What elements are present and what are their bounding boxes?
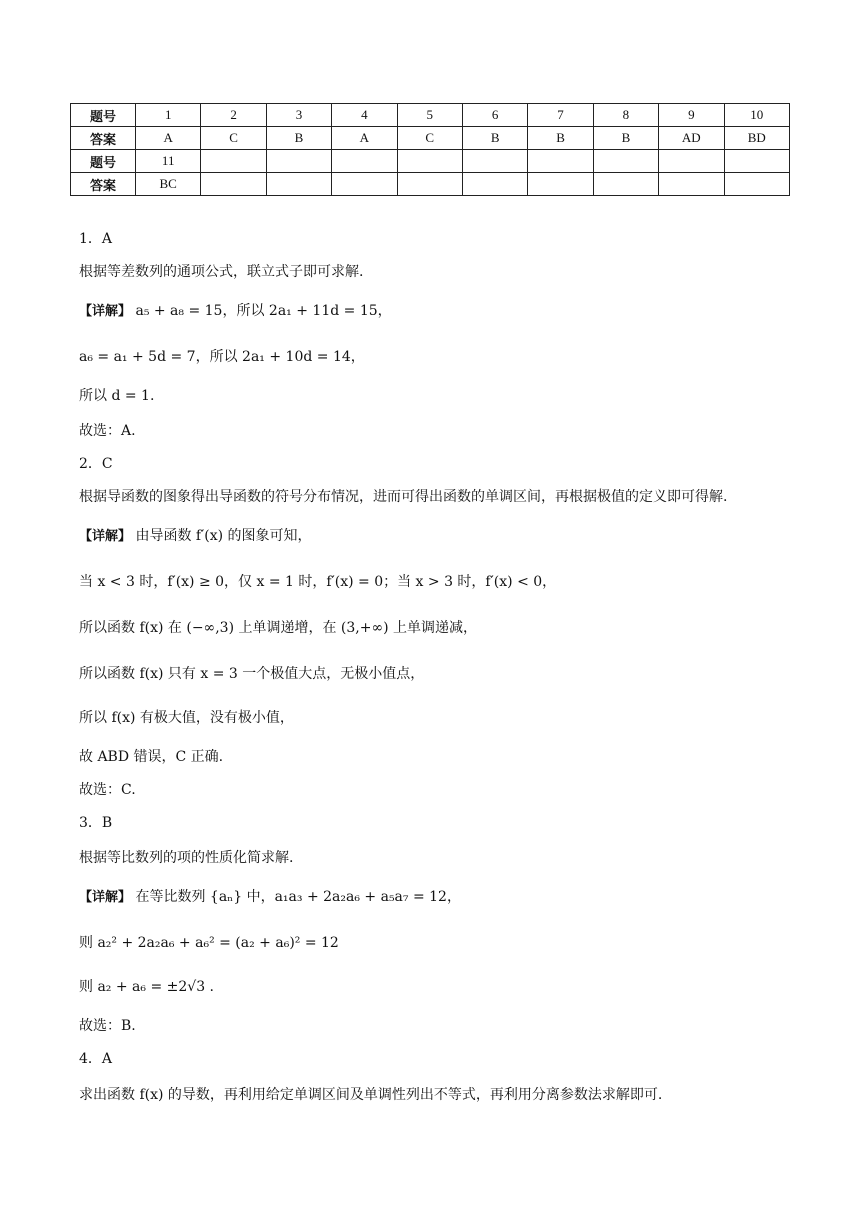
q2-head: 2．C — [79, 456, 113, 472]
q2-detail-1-text: 由导函数 f′(x) 的图象可知， — [135, 528, 312, 544]
table-cell — [659, 173, 724, 196]
table-cell: 8 — [593, 104, 658, 127]
table-cell: 6 — [462, 104, 527, 127]
table-cell: 1 — [136, 104, 201, 127]
table-cell: 3 — [266, 104, 331, 127]
table-cell: 7 — [528, 104, 593, 127]
header-cell: 答案 — [71, 127, 136, 150]
answer-row — [71, 127, 790, 150]
question-number-row — [71, 104, 790, 127]
q3-detail-3: 则 a₂ + a₆ = ±2√3 . — [79, 979, 214, 995]
q2-detail-5: 所以 f(x) 有极大值，没有极小值， — [79, 710, 294, 726]
q3-detail-1 — [79, 888, 461, 907]
header-cell: 答案 — [71, 173, 136, 196]
table-cell: 2 — [201, 104, 266, 127]
q2-detail-6: 故 ABD 错误，C 正确. — [79, 749, 224, 765]
question-number-row — [71, 150, 790, 173]
table-cell — [528, 150, 593, 173]
table-cell: 11 — [136, 150, 201, 173]
q2-detail-3: 所以函数 f(x) 在 (−∞,3) 上单调递增，在 (3,+∞) 上单调递减， — [79, 620, 478, 636]
table-cell: B — [593, 127, 658, 150]
q4-head: 4．A — [79, 1051, 113, 1067]
table-cell — [593, 173, 658, 196]
q1-detail-1-text: a₅ + a₈ = 15，所以 2a₁ + 11d = 15， — [135, 303, 392, 319]
detail-label: 【详解】 — [79, 529, 132, 544]
table-cell: 5 — [397, 104, 462, 127]
table-cell: AD — [659, 127, 724, 150]
q1-detail-3: 所以 d = 1. — [79, 388, 155, 404]
q2-analysis: 根据导函数的图象得出导函数的符号分布情况，进而可得出函数的单调区间，再根据极值的定义即可得解. — [79, 489, 728, 505]
q2-detail-2: 当 x < 3 时，f′(x) ≥ 0，仅 x = 1 时，f′(x) = 0；当 x > 3 时，f′(x) < 0， — [79, 574, 557, 590]
q1-conclusion: 故选：A. — [79, 423, 136, 439]
q3-conclusion: 故选：B. — [79, 1018, 136, 1034]
answer-table — [70, 103, 790, 196]
table-cell: A — [332, 127, 397, 150]
detail-label: 【详解】 — [79, 304, 132, 319]
q2-detail-4: 所以函数 f(x) 只有 x = 3 一个极值大点，无极小值点， — [79, 666, 425, 682]
table-cell: BD — [724, 127, 789, 150]
table-cell: C — [397, 127, 462, 150]
q3-head: 3．B — [79, 815, 113, 831]
table-cell: B — [266, 127, 331, 150]
table-cell — [724, 150, 789, 173]
table-cell: 9 — [659, 104, 724, 127]
table-cell: BC — [136, 173, 201, 196]
q2-conclusion: 故选：C. — [79, 782, 136, 798]
table-cell: C — [201, 127, 266, 150]
table-cell — [528, 173, 593, 196]
q2-detail-1 — [79, 527, 312, 546]
table-cell — [593, 150, 658, 173]
table-cell — [724, 173, 789, 196]
q3-analysis: 根据等比数列的项的性质化简求解. — [79, 850, 294, 866]
table-cell: B — [462, 127, 527, 150]
q1-detail-2: a₆ = a₁ + 5d = 7，所以 2a₁ + 10d = 14， — [79, 349, 365, 365]
table-cell — [332, 150, 397, 173]
table-cell: 4 — [332, 104, 397, 127]
table-cell: A — [136, 127, 201, 150]
table-cell: B — [528, 127, 593, 150]
table-cell — [266, 173, 331, 196]
table-cell — [397, 150, 462, 173]
q4-analysis: 求出函数 f(x) 的导数，再利用给定单调区间及单调性列出不等式，再利用分离参数法求解即可. — [79, 1087, 663, 1103]
table-cell — [659, 150, 724, 173]
q3-detail-2: 则 a₂² + 2a₂a₆ + a₆² = (a₂ + a₆)² = 12 — [79, 935, 339, 951]
table-cell — [266, 150, 331, 173]
q1-analysis: 根据等差数列的通项公式，联立式子即可求解. — [79, 264, 364, 280]
q1-detail-1 — [79, 302, 392, 321]
table-cell — [462, 150, 527, 173]
header-cell: 题号 — [71, 150, 136, 173]
table-cell — [201, 150, 266, 173]
answer-row — [71, 173, 790, 196]
table-cell — [201, 173, 266, 196]
table-cell — [332, 173, 397, 196]
q3-detail-1-text: 在等比数列 {aₙ} 中，a₁a₃ + 2a₂a₆ + a₅a₇ = 12， — [135, 889, 461, 905]
detail-label: 【详解】 — [79, 890, 132, 905]
q1-head: 1．A — [79, 231, 113, 247]
table-cell: 10 — [724, 104, 789, 127]
header-cell: 题号 — [71, 104, 136, 127]
table-cell — [397, 173, 462, 196]
table-cell — [462, 173, 527, 196]
